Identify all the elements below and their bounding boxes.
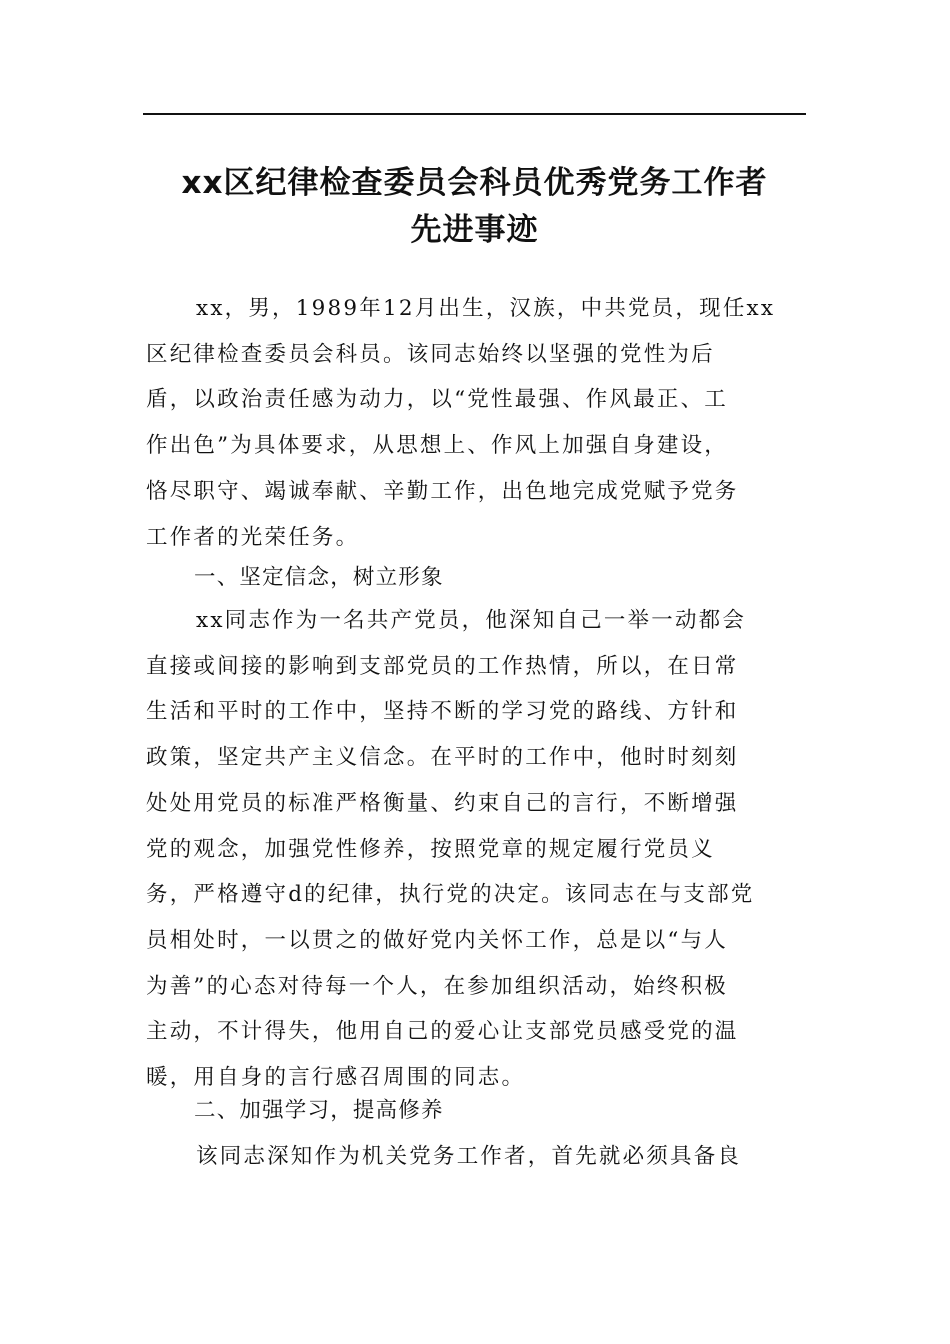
intro-line: 工作者的光荣任务。	[146, 524, 360, 550]
body-line: 处处用党员的标准严格衡量、约束自己的言行，不断增强	[146, 790, 739, 816]
body-line: 直接或间接的影响到支部党员的工作热情，所以，在日常	[146, 653, 739, 679]
body-line: 该同志深知作为机关党务工作者，首先就必须具备良	[196, 1144, 742, 1169]
header-rule	[143, 113, 806, 115]
body-line: 生活和平时的工作中，坚持不断的学习党的路线、方针和	[146, 699, 739, 725]
intro-line: 作出色”为具体要求，从思想上、作风上加强自身建设，	[146, 433, 728, 459]
body-line: 员相处时，一以贯之的做好党内关怀工作，总是以“与人	[146, 927, 728, 953]
intro-paragraph	[146, 286, 806, 560]
body-line: 党的观念，加强党性修养，按照党章的规定履行党员义	[146, 836, 715, 862]
body-line: xx同志作为一名共产党员，他深知自己一举一动都会	[196, 608, 747, 633]
body-line: 暖，用自身的言行感召周围的同志。	[146, 1065, 526, 1091]
intro-line: 恪尽职守、竭诚奉献、辛勤工作，出色地完成党赋予党务	[146, 478, 739, 504]
document-title	[143, 160, 806, 254]
section-2-paragraph	[146, 1134, 806, 1180]
intro-line: 盾，以政治责任感为动力，以“党性最强、作风最正、工	[146, 387, 728, 413]
body-line: 务，严格遵守d的纪律，执行党的决定。该同志在与支部党	[146, 882, 755, 908]
intro-line: xx，男，1989年12月出生，汉族，中共党员，现任xx	[196, 296, 776, 321]
body-line: 政策，坚定共产主义信念。在平时的工作中，他时时刻刻	[146, 745, 739, 771]
title-line-1: xx区纪律检查委员会科员优秀党务工作者	[181, 165, 768, 201]
section-heading-2: 二、加强学习，提高修养	[194, 1098, 444, 1123]
body-line: 为善”的心态对待每一个人，在参加组织活动，始终积极	[146, 973, 728, 999]
body-line: 主动，不计得失，他用自己的爱心让支部党员感受党的温	[146, 1019, 739, 1045]
title-line-2: 先进事迹	[410, 212, 539, 248]
section-heading-1: 一、坚定信念，树立形象	[194, 565, 444, 590]
section-1-paragraph	[146, 598, 806, 1101]
intro-line: 区纪律检查委员会科员。该同志始终以坚强的党性为后	[146, 341, 715, 367]
